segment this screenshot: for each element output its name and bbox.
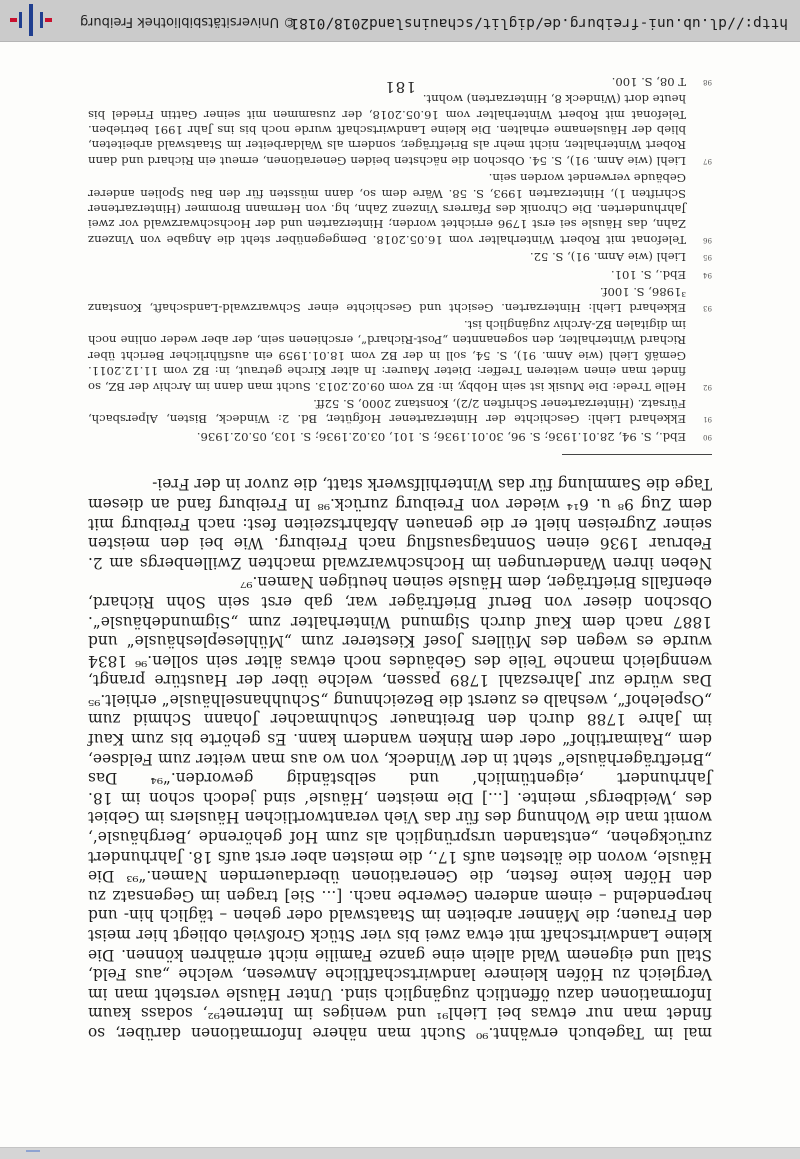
footer-url-link[interactable]: http://dl.ub.uni-freiburg.de/diglit/schauinsland2018/0181	[290, 15, 788, 31]
footnote-text: T 08, S. 100.	[611, 74, 686, 89]
footnote-item	[88, 428, 712, 443]
body-text	[88, 474, 712, 1042]
library-footer-bar	[0, 0, 800, 42]
footnote-item	[88, 170, 712, 247]
footnote-item	[88, 91, 712, 168]
footnote-text: Ekkehard Liehl: Hinterzarten. Gesicht und Geschichte einer Schwarzwald-Landschaft, Konstanz ³1986, S. 100f.	[88, 285, 686, 315]
footnote-text: Ebd., S. 94, 28.01.1936; S. 96, 30.01.1936; S. 101, 03.02.1936; S. 103, 05.02.1936.	[196, 429, 686, 444]
footnote-text: Liehl (wie Anm. 91), S. 54. Obschon die nächsten beiden Generationen, erneut ein Richard und dann Robert Winterhalter, nicht mehr als Briefträger, sondern als Waldarbeiter im Staatswald arbeiteten, blieb der Häuslename erhalten. Die kleine Landwirtschaft wurde noch bis ins Jahr 1991 betrieben. Telefonat mit Robert Winterhalter vom 16.05.2018, der zusammen mit seiner Gattin Friedel bis heute dort (Windeck 8, Hinterzarten) wohnt.	[88, 92, 686, 168]
body-paragraph-1: mal im Tagebuch erwähnt.⁹⁰ Sucht man nähere Informationen darüber, so findet man nur etwas bei Liehl⁹¹ und weniges im Internet⁹², sodass kaum Informationen dazu öffentlich zugänglich sind. Unter Häusle versteht man im Vergleich zu Höfen kleinere landwirtschaftliche Anwesen, welche „aus Feld, Stall und eigenem Wald allein eine ganze Familie nicht ernähren können. Die kleine Landwirtschaft mit etwa zwei bis vier Stück Großvieh obliegt hier meist den Frauen; die Männer arbeiten im Staatswald oder gehen – täglich hin- und herpendelnd – einem anderen Gewerbe nach. [... Sie] tragen im Gegensatz zu den Höfen keine festen, die Generationen überdauernden Namen.“⁹³ Die Häusle, wovon die ältesten aufs 17., die meisten aber erst aufs 18. Jahrhundert zurückgehen, „entstanden ursprünglich als zum Hof gehörende ‚Berghäusle‘, womit man die Wohnung des für das Vieh verantwortlichen Häuslers im Gebiet des ‚Weidbergs‘ meinte. [...] Die meisten ‚Häusle‘ sind jedoch schon im 18. Jahrhundert ‚eigentümlich‘ und selbständig geworden.“⁹⁴ Das „Briefträgerhäusle“ steht in der Windeck, von wo aus man weiter zum Feldsee, dem „Raimartihof“ oder dem Rinken wandern kann. Es gehörte bis zum Kauf im Jahre 1788 durch den Breitnauer Schuhmacher Johann Schmid zum „Ospelehof“, weshalb es zuerst die Bezeichnung „Schuhhanselhäusle“ erhielt.⁹⁵ Das würde zur Jahreszahl 1789 passen, welche über der Haustüre prangt, wenngleich manche Teile des Gebäudes noch etwas älter sein sollen.⁹⁶ 1834 wurde es wegen des Müllers Josef Kiesterer zum „Mühlesepleshäusle“ und 1887 nach dem Kauf durch Sigmund Winterhalter zum „Sigmundehäusle“. Obschon dieser von Beruf Briefträger war, gab erst sein Sohn Richard, ebenfalls Briefträger, dem Häusle seinen heutigen Namen.⁹⁷	[88, 573, 712, 1042]
body-paragraph-2: Neben ihren Wanderungen im Hochschwarzwald machten Zwillenbergs am 2. Februar 1936 einen Sonntagsausflug nach Freiburg. Wie bei den meisten seiner Zugreisen hielt er die genauen Abfahrtszeiten fest: nach Freiburg mit dem Zug 9⁸ u. 6¹⁴ wieder von Freiburg zurück.⁹⁸ In Freiburg fand an diesem Tage die Sammlung für das Winterhilfswerk statt, die zuvor in der Frei-	[88, 475, 712, 572]
university-library-logo-icon	[8, 3, 54, 37]
footnote-item	[88, 266, 712, 281]
footnote-number: 93	[703, 303, 712, 312]
footnote-divider	[562, 454, 712, 455]
footnote-number: 96	[703, 235, 712, 244]
page-content	[88, 71, 712, 1042]
scan-edge-mark	[26, 1150, 40, 1157]
footnote-item	[88, 249, 712, 264]
footnote-number: 92	[703, 382, 712, 391]
footnote-text: Liehl (wie Anm. 91), S. 52.	[529, 250, 686, 265]
footnotes	[88, 73, 712, 443]
footnote-number: 94	[703, 270, 712, 279]
footnote-item	[88, 396, 712, 427]
scan-top-bar	[0, 1147, 800, 1159]
footnote-item	[88, 284, 712, 315]
footnote-text: Ekkehard Liehl: Geschichte der Hinterzartener Hofgüter, Bd. 2: Windeck, Bisten, Alpersbach, Fürsatz. (Hinterzartener Schriften 2/2), Konstanz 2000, S. 52ff.	[88, 396, 686, 427]
page-number: 181	[384, 78, 416, 96]
footnote-number: 95	[703, 253, 712, 262]
footnote-number: 98	[703, 77, 712, 86]
footnote-number: 97	[703, 156, 712, 165]
footer-copyright: © Universitätsbibliothek Freiburg	[80, 14, 297, 29]
footnote-number: 90	[703, 432, 712, 441]
footnote-number: 91	[703, 415, 712, 424]
footnote-text: Helle Trede: Die Musik ist sein Hobby, in: BZ vom 09.02.2013. Sucht man dann im Archiv der BZ, so findet man einen weiteren Treffer: Dieter Maurer: In alter Kirche getraut, in: BZ vom 11.12.2011. Gemäß Liehl (wie Anm. 91), S. 54, soll in der BZ vom 18.01.1959 ein ausführlicher Bericht über Richard Winterhalter, den sogenannten „Post-Richard“, erschienen sein, der aber weder online noch im digitalen BZ-Archiv zugänglich ist.	[88, 317, 686, 394]
footnote-text: Ebd., S. 101.	[610, 267, 686, 282]
footnote-text: Telefonat mit Robert Winterhalter vom 16.05.2018. Demgegenüber steht die Angabe von Vinzenz Zahn, das Häusle sei erst 1796 errichtet worden; Hinterzarten und der Hochschwarzwald vor zwei Jahrhunderten. Die Chronik des Pfarrers Vinzenz Zahn, hg. von Hermann Brommer (Hinterzartener Schriften 1), Hinterzarten 1993, S. 58. Wäre dem so, dann müssten für den Bau Spolien anderer Gebäude verwendet worden sein.	[88, 171, 686, 247]
footnote-item	[88, 317, 712, 394]
